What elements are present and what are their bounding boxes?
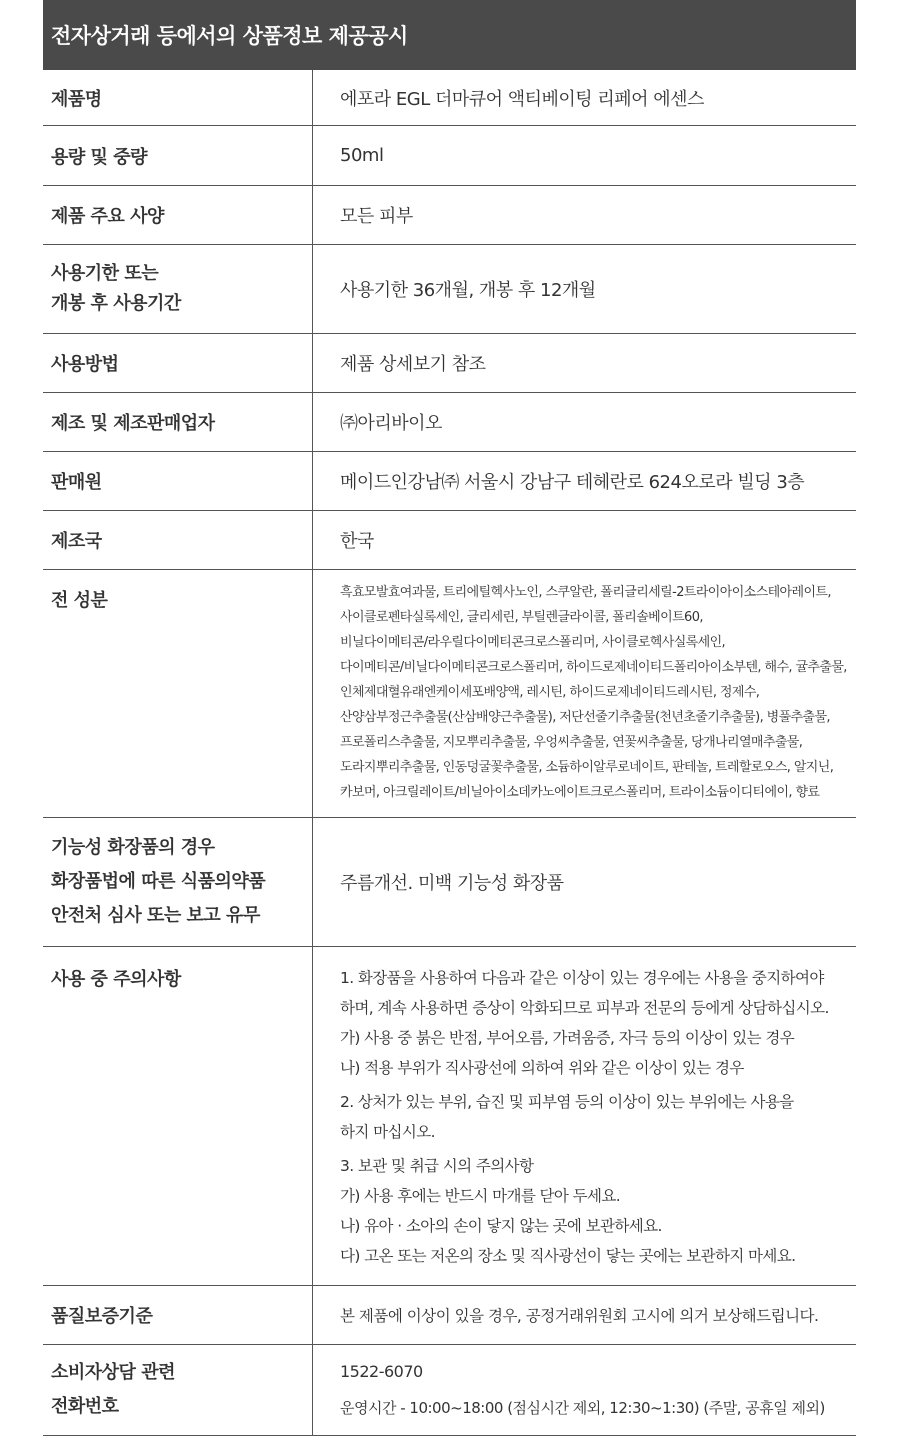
label-maker: 제조 및 제조판매업자	[43, 393, 313, 451]
row-spec	[43, 186, 856, 245]
label-functional-line-2: 화장품법에 따른 식품의약품	[51, 871, 266, 892]
label-ingredients: 전 성분	[43, 570, 313, 817]
value-spec: 모든 피부	[340, 206, 413, 227]
value-expiry: 사용기한 36개월, 개봉 후 12개월	[340, 280, 596, 301]
value-maker: ㈜아리바이오	[340, 413, 442, 434]
label-expiry-line-2: 개봉 후 사용기간	[51, 293, 181, 314]
row-seller	[43, 452, 856, 511]
ingredients-line: 흑효모발효여과물, 트리에틸헥사노인, 스쿠알란, 폴리글리세릴-2트라이아이소스테아레이트,	[340, 585, 831, 600]
ingredients-line: 카보머, 아크릴레이트/비닐아이소데카노에이트크로스폴리머, 트라이소듐이디티에이, 향료	[340, 785, 820, 800]
label-contact-line-2: 전화번호	[51, 1396, 119, 1417]
caution-line: 하며, 계속 사용하면 증상이 악화되므로 피부과 전문의 등에게 상담하십시오.	[340, 999, 829, 1017]
caution-group-3	[340, 1151, 856, 1271]
row-product-name	[43, 70, 856, 126]
table-title: 전자상거래 등에서의 상품정보 제공공시	[43, 0, 856, 70]
label-expiry-line-1: 사용기한 또는	[51, 263, 159, 284]
label-contact-line-1: 소비자상담 관련	[51, 1362, 175, 1383]
ingredients-line: 인체제대혈유래엔케이세포배양액, 레시틴, 하이드로제네이티드레시틴, 정제수,	[340, 685, 760, 700]
label-functional-line-3: 안전처 심사 또는 보고 유무	[51, 905, 260, 926]
caution-line: 가) 사용 중 붉은 반점, 부어오름, 가려움증, 자극 등의 이상이 있는 경우	[340, 1029, 795, 1047]
value-functional: 주름개선. 미백 기능성 화장품	[340, 873, 564, 894]
ingredients-line: 프로폴리스추출물, 지모뿌리추출물, 우엉씨추출물, 연꽃씨추출물, 당개나리열매추출물,	[340, 735, 803, 750]
row-contact	[43, 1345, 856, 1436]
contact-phone: 1522-6070	[340, 1362, 423, 1381]
caution-line: 1. 화장품을 사용하여 다음과 같은 이상이 있는 경우에는 사용을 중지하여야	[340, 969, 824, 987]
label-functional-line-1: 기능성 화장품의 경우	[51, 837, 215, 858]
caution-group-1	[340, 963, 856, 1083]
label-usage: 사용방법	[43, 334, 313, 392]
row-functional	[43, 818, 856, 947]
caution-line: 다) 고온 또는 저온의 장소 및 직사광선이 닿는 곳에는 보관하지 마세요.	[340, 1247, 796, 1265]
product-info-table	[43, 0, 856, 1436]
caution-group-2	[340, 1087, 856, 1147]
label-product-name: 제품명	[43, 70, 313, 125]
row-expiry	[43, 245, 856, 334]
label-spec: 제품 주요 사양	[43, 186, 313, 244]
ingredients-line: 사이클로펜타실록세인, 글리세린, 부틸렌글라이콜, 폴리솔베이트60,	[340, 610, 703, 625]
caution-line: 2. 상처가 있는 부위, 습진 및 피부염 등의 이상이 있는 부위에는 사용을	[340, 1093, 794, 1111]
caution-line: 3. 보관 및 취급 시의 주의사항	[340, 1157, 534, 1175]
value-contact	[313, 1345, 856, 1435]
row-caution	[43, 947, 856, 1286]
caution-line: 하지 마십시오.	[340, 1123, 435, 1141]
row-capacity	[43, 126, 856, 186]
label-quality: 품질보증기준	[43, 1286, 313, 1344]
value-quality: 본 제품에 이상이 있을 경우, 공정거래위원회 고시에 의거 보상해드립니다.	[340, 1307, 819, 1325]
value-ingredients	[313, 570, 856, 817]
ingredients-line: 산양삼부정근추출물(산삼배양근추출물), 저단선줄기추출물(천년초줄기추출물), 병풀추출물,	[340, 710, 830, 725]
value-seller: 메이드인강남㈜ 서울시 강남구 테헤란로 624오로라 빌딩 3층	[340, 472, 805, 493]
label-capacity: 용량 및 중량	[43, 126, 313, 185]
label-expiry	[43, 245, 313, 333]
value-country: 한국	[340, 531, 374, 552]
contact-hours: 운영시간 - 10:00~18:00 (점심시간 제외, 12:30~1:30) (주말, 공휴일 제외)	[340, 1399, 825, 1417]
label-country: 제조국	[43, 511, 313, 569]
row-ingredients	[43, 570, 856, 818]
ingredients-line: 비닐다이메티콘/라우릴다이메티콘크로스폴리머, 사이클로헥사실록세인,	[340, 635, 726, 650]
row-quality	[43, 1286, 856, 1345]
ingredients-line: 도라지뿌리추출물, 인동덩굴꽃추출물, 소듐하이알루로네이트, 판테놀, 트레할로오스, 알지닌,	[340, 760, 834, 775]
label-seller: 판매원	[43, 452, 313, 510]
label-contact	[43, 1345, 313, 1435]
value-caution	[313, 947, 856, 1285]
row-usage	[43, 334, 856, 393]
caution-line: 가) 사용 후에는 반드시 마개를 닫아 두세요.	[340, 1187, 621, 1205]
value-product-name: 에포라 EGL 더마큐어 액티베이팅 리페어 에센스	[340, 88, 704, 110]
value-capacity: 50ml	[340, 145, 384, 166]
ingredients-line: 다이메티콘/비닐다이메티콘크로스폴리머, 하이드로제네이티드폴리아이소부텐, 해수, 귤추출물,	[340, 660, 847, 675]
label-caution: 사용 중 주의사항	[43, 947, 313, 1285]
label-functional	[43, 818, 313, 946]
value-usage: 제품 상세보기 참조	[340, 354, 486, 375]
row-maker	[43, 393, 856, 452]
row-country	[43, 511, 856, 570]
caution-line: 나) 유아 · 소아의 손이 닿지 않는 곳에 보관하세요.	[340, 1217, 662, 1235]
caution-line: 나) 적용 부위가 직사광선에 의하여 위와 같은 이상이 있는 경우	[340, 1059, 744, 1077]
